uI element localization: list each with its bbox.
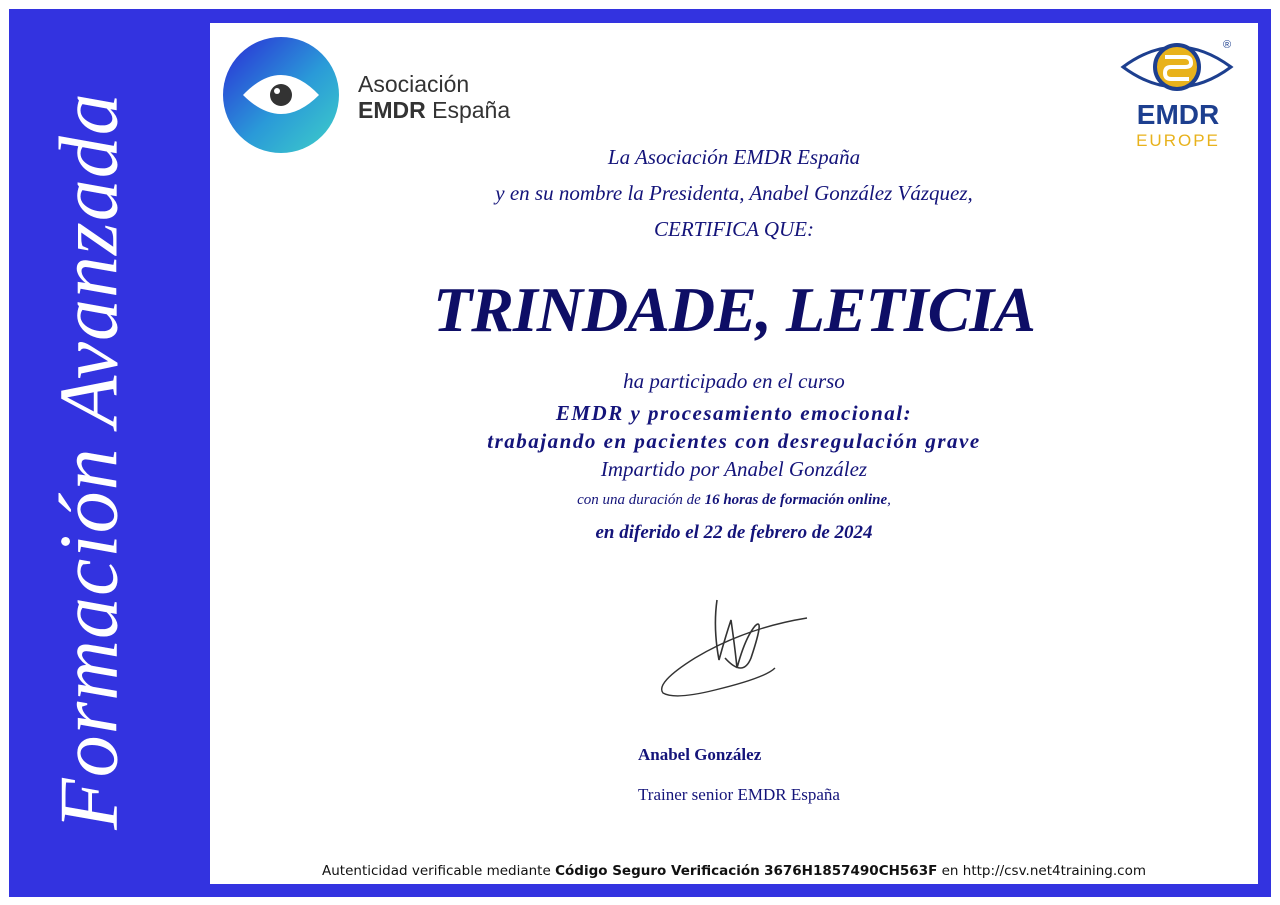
verification-footer [210,863,1258,879]
course-title [210,399,1258,455]
footer-url[interactable]: http://csv.net4training.com [962,863,1146,879]
emdr-europe-word2: EUROPE [1136,131,1220,150]
association-name-line2 [358,97,510,123]
association-name-bold: EMDR [358,97,426,123]
duration-prefix: con una duración de [577,492,701,508]
date-line: en diferido el 22 de febrero de 2024 [595,522,873,543]
duration-suffix: , [887,492,891,508]
participation-line: ha participado en el curso [623,369,845,393]
intro-line-1: La Asociación EMDR España [607,145,861,169]
association-name-rest: España [432,97,511,123]
footer-middle: en [941,863,959,879]
sidebar-title: Formación Avanzada [42,92,136,830]
signer-role: Trainer senior EMDR España [638,785,840,804]
association-name-line1: Asociación [358,71,470,97]
course-title-line-2: trabajando en pacientes con desregulación grave [487,429,981,453]
recipient-name: TRINDADE, LETICIA [433,274,1035,345]
intro-line-2: y en su nombre la Presidenta, Anabel González Vázquez, [495,181,973,205]
certificate-paper [210,23,1258,884]
certifies-label: CERTIFICA QUE: [653,217,814,241]
duration-hours: 16 horas de formación online [704,492,888,508]
emdr-europe-word1: EMDR [1136,99,1220,130]
course-title-line-1: EMDR y procesamiento emocional: [555,401,913,425]
footer-code-label: Código Seguro Verificación [555,863,760,879]
instructor-line: Impartido por Anabel González [600,457,868,481]
handwritten-signature [655,598,815,708]
footer-prefix: Autenticidad verificable mediante [322,863,551,879]
association-name [358,71,510,123]
footer-code: 3676H1857490CH563F [764,863,938,879]
certificate-intro [210,139,1258,247]
signer-name: Anabel González [638,745,762,764]
intro-line-3 [210,211,1258,247]
duration-line [210,492,1258,509]
sidebar [9,9,209,897]
registered-mark: ® [1223,39,1232,51]
